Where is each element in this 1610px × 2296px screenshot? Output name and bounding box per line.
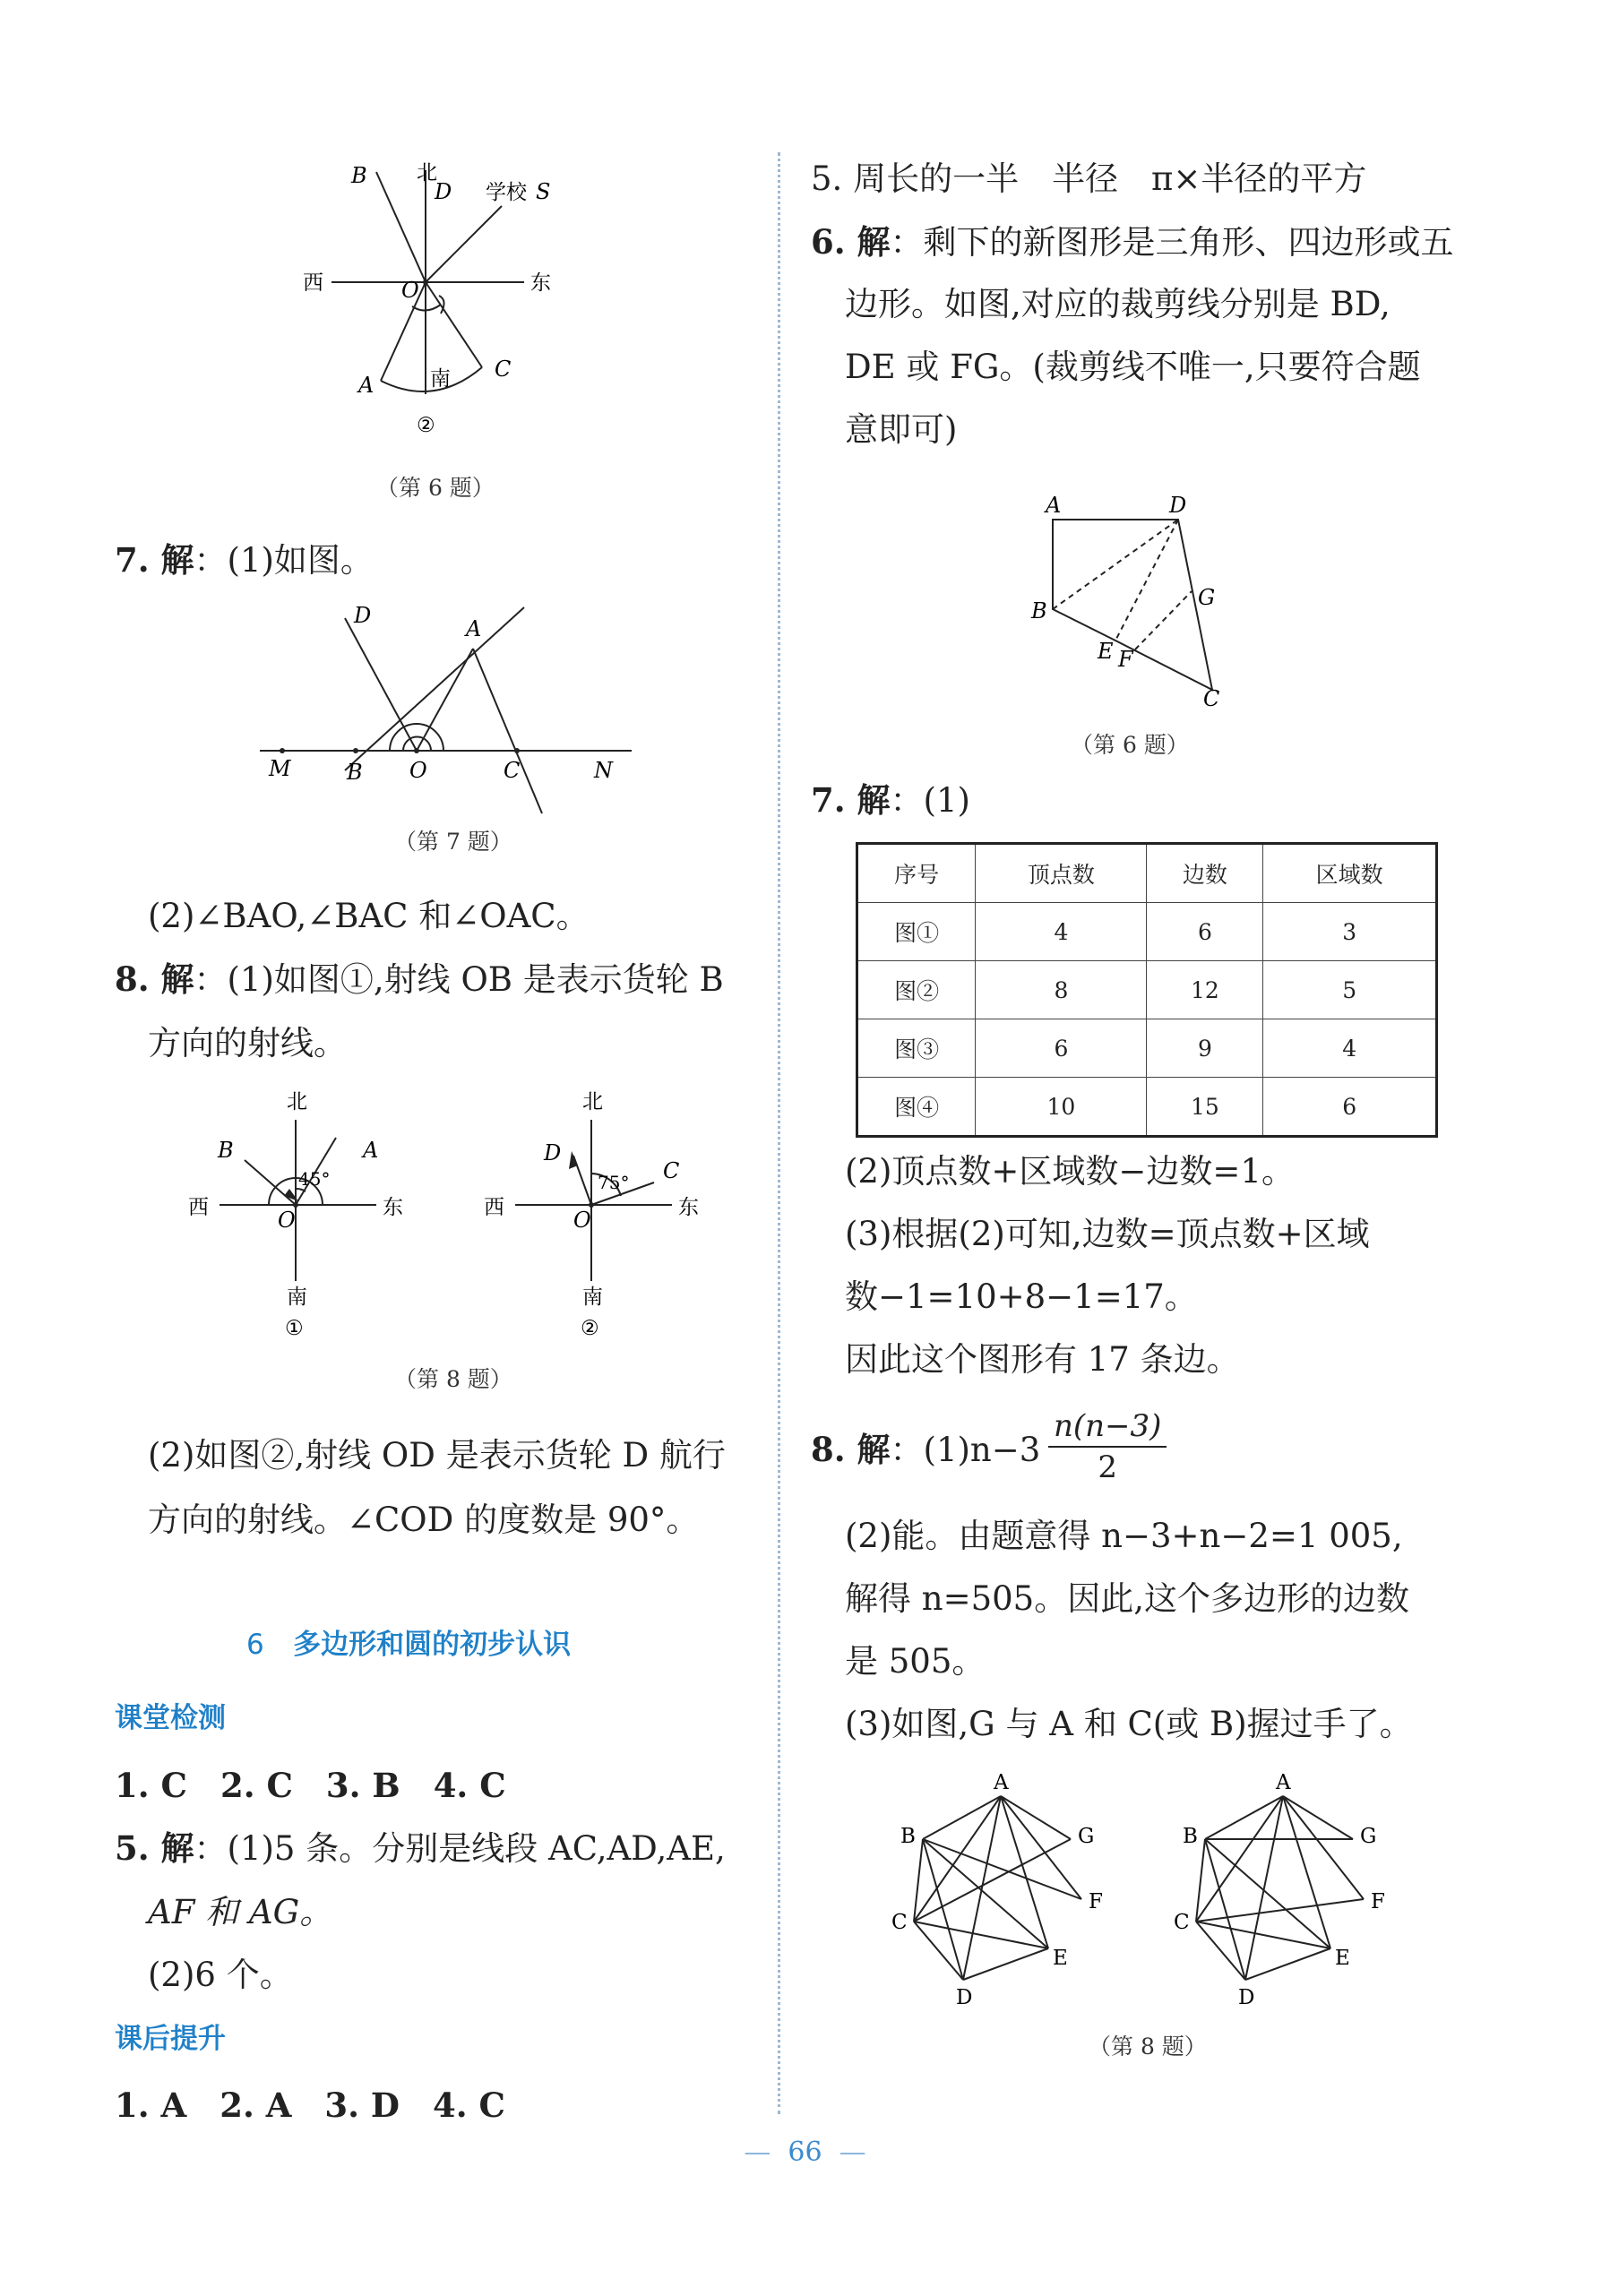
fig8a-label-north: 北 [287,1090,307,1114]
r7-line4: 数−1=10+8−1=17。 [845,1277,1198,1316]
table-cell: 12 [1147,961,1263,1019]
r8fig2-label-E: E [1335,1947,1350,1970]
r8-line4: 是 505。 [845,1642,986,1681]
fig7-label-N: N [594,758,613,783]
table-cell: 6 [976,1019,1147,1078]
r8fig1-label-A: A [994,1771,1009,1794]
figure-r8-handshake-graph-2 [1165,1769,1398,2011]
fig7-label-M: M [269,756,291,781]
table-cell: 6 [1147,903,1263,961]
r8-fraction-denominator: 2 [1098,1449,1118,1485]
q7-part1-text: ：(1)如图。 [194,541,374,580]
table-cell: 图④ [857,1078,976,1137]
r8fig1-label-D: D [956,1986,973,2009]
figure-r8-handshake-graph-1 [882,1769,1115,2011]
r7-number: 7. 解 [811,780,891,820]
figure-8b-compass [479,1088,712,1348]
section-title: 多边形和圆的初步认识 [293,1629,572,1661]
fig6-circle-number: ② [417,414,435,437]
table-header: 区域数 [1263,844,1437,903]
r6fig-label-C: C [1203,686,1220,711]
fig-r6-caption: （第 6 题） [1071,732,1189,758]
fig7-label-O: O [409,758,427,783]
fig8b-label-south: 南 [582,1286,603,1309]
fig8b-label-C: C [663,1158,680,1183]
fig8b-circle-number: ② [581,1317,599,1340]
q5-number: 5. 解 [115,1828,194,1868]
figure-8a-compass [184,1088,417,1348]
answers-after-class: 1. A 2. A 3. D 4. C [115,2085,505,2125]
fig8b-angle: 75° [598,1172,630,1193]
fig8a-label-south: 南 [287,1286,307,1309]
q7-part1 [115,537,374,583]
r6-line2: 边形。如图,对应的裁剪线分别是 BD, [845,285,1390,323]
table-row [857,961,1437,1019]
r8fig2-label-G: G [1360,1825,1377,1848]
table-cell: 8 [976,961,1147,1019]
r8fig1-label-G: G [1078,1825,1095,1848]
r7-line1-text: ：(1) [890,781,970,820]
r6-line3: DE 或 FG。(裁剪线不唯一,只要符合题 [845,348,1421,386]
fig8a-label-B: B [218,1138,234,1163]
r8fig2-label-B: B [1183,1825,1198,1848]
r8fig2-label-F: F [1371,1890,1385,1913]
r8-line5: (3)如图,G 与 A 和 C(或 B)握过手了。 [845,1705,1413,1743]
fig6-label-O: O [401,278,419,303]
r8-fraction [1048,1406,1167,1487]
q8-part2: (2)如图②,射线 OD 是表示货轮 D 航行 [148,1436,726,1475]
r8-line1-text: ：(1)n−3 [890,1431,1041,1469]
r8fig1-label-B: B [900,1825,916,1848]
fig6-label-D: D [435,179,452,204]
table-header-row [857,844,1437,903]
r8-line2: (2)能。由题意得 n−3+n−2=1 005, [845,1517,1403,1555]
fig6-label-A: A [358,373,375,398]
r7-line3: (3)根据(2)可知,边数=顶点数+区域 [845,1215,1370,1253]
table-cell: 6 [1263,1078,1437,1137]
fig6-label-school: 学校 [486,181,527,204]
fig8a-circle-number: ① [285,1317,304,1340]
r6fig-label-A: A [1046,493,1062,518]
r7-line2: (2)顶点数+区域数−边数=1。 [845,1152,1295,1191]
r5-answer: 5. 周长的一半 半径 π×半径的平方 [811,159,1367,198]
fig8b-label-west: 西 [484,1196,504,1219]
r8fig2-label-A: A [1276,1771,1291,1794]
fig8a-label-west: 西 [188,1196,209,1219]
q8-part1-text: ：(1)如图①,射线 OB 是表示货轮 B [194,960,724,999]
r8-line3: 解得 n=505。因此,这个多边形的边数 [845,1579,1409,1618]
fig8a-label-A: A [363,1138,379,1163]
q5-part1 [115,1826,726,1871]
fig-r8-caption: （第 8 题） [1089,2034,1207,2060]
table-cell: 10 [976,1078,1147,1137]
table-cell: 5 [1263,961,1437,1019]
table-cell: 15 [1147,1078,1263,1137]
table-cell: 3 [1263,903,1437,961]
fig6-label-south: 南 [430,367,451,391]
column-divider [778,152,780,2114]
table-cell: 4 [976,903,1147,961]
fig6-label-north: 北 [417,161,437,185]
fig6-label-B: B [351,163,367,188]
fig8b-label-D: D [544,1140,562,1165]
table-row [857,903,1437,961]
r7-line1 [811,778,970,823]
r6-line1 [811,219,1454,265]
r6-line1-text: ：剩下的新图形是三角形、四边形或五 [890,223,1454,262]
fig6-label-S: S [536,179,551,204]
r8-number: 8. 解 [811,1430,891,1469]
q8-part1-line2: 方向的射线。 [148,1024,347,1062]
table-header: 顶点数 [976,844,1147,903]
subheading-after-class: 课后提升 [115,2023,226,2055]
r6fig-label-G: G [1198,585,1216,610]
section-number: 6 [246,1629,264,1661]
fig8a-angle: 45° [298,1168,331,1190]
r7-line5: 因此这个图形有 17 条边。 [845,1340,1240,1379]
fig7-label-C: C [504,758,521,783]
r6fig-label-E: E [1098,639,1114,664]
fig6-label-west: 西 [303,271,323,295]
table-cell: 图② [857,961,976,1019]
q7-part2: (2)∠BAO,∠BAC 和∠OAC。 [148,897,590,935]
r8fig1-label-E: E [1053,1947,1068,1970]
fig7-label-B: B [347,760,363,785]
fig7-label-D: D [354,603,372,628]
table-header: 序号 [857,844,976,903]
fig8a-label-east: 东 [383,1196,403,1219]
fig8-caption: （第 8 题） [394,1366,512,1392]
q5-part1-text: ：(1)5 条。分别是线段 AC,AD,AE, [194,1829,726,1868]
page-number: 66 [788,2137,822,2168]
r6-number: 6. 解 [811,222,891,262]
r6fig-label-D: D [1169,493,1187,518]
fig6-label-east: 东 [530,271,551,295]
fig8b-label-O: O [573,1208,591,1233]
subheading-classroom-check: 课堂检测 [115,1702,226,1734]
r8-fraction-numerator: n(n−3) [1048,1406,1167,1448]
r8-line1 [811,1427,1040,1473]
table-cell: 图③ [857,1019,976,1078]
figure-r6-cut-shape [1026,493,1223,711]
q8-part1 [115,957,724,1002]
fig8b-label-north: 北 [582,1090,603,1114]
r8fig2-label-C: C [1174,1911,1190,1934]
section-heading [246,1621,571,1662]
fig8b-label-east: 东 [678,1196,699,1219]
r6fig-label-F: F [1118,647,1133,672]
q8-part2-line2: 方向的射线。∠COD 的度数是 90°。 [148,1501,700,1539]
table-cell: 图① [857,903,976,961]
q5-part1-line2: AF 和 AG。 [148,1893,333,1931]
q7-number: 7. 解 [115,540,194,580]
table-cell: 4 [1263,1019,1437,1078]
table-row [857,1078,1437,1137]
fig7-caption: （第 7 题） [394,829,512,855]
r8fig1-label-F: F [1089,1890,1103,1913]
r6fig-label-B: B [1031,598,1047,623]
r6-line4: 意即可) [845,410,958,449]
fig6-label-C: C [495,357,512,382]
fig8a-label-O: O [278,1208,296,1233]
table-header: 边数 [1147,844,1263,903]
q5-part2: (2)6 个。 [148,1956,293,1994]
page-footer: — 66 — [744,2137,866,2168]
figure-6-compass [287,152,609,448]
table-cell: 9 [1147,1019,1263,1078]
fig6-caption: （第 6 题） [376,475,495,501]
r8fig2-label-D: D [1238,1986,1255,2009]
r8fig1-label-C: C [891,1911,908,1934]
table-row [857,1019,1437,1078]
vertex-edge-region-table [856,842,1438,1138]
figure-7-lines [255,600,650,806]
answers-classroom: 1. C 2. C 3. B 4. C [115,1766,506,1805]
fig7-label-A: A [466,616,482,641]
q8-number: 8. 解 [115,959,194,999]
